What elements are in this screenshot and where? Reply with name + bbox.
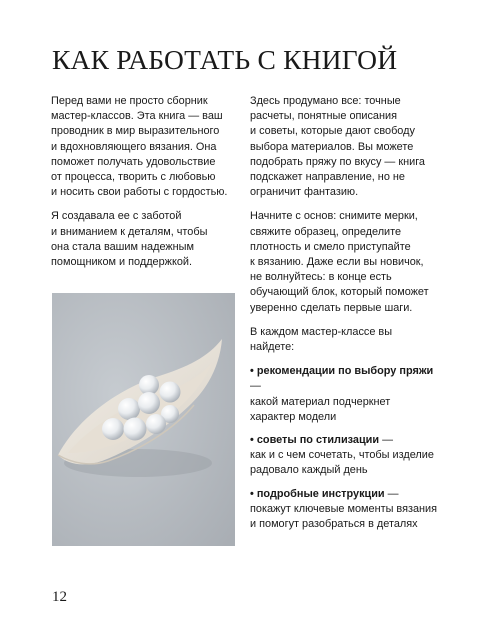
author-paragraph: Я создавала ее с заботой и вниманием к деталям, чтобы она стала вашим надежным помощником и поддержкой.	[51, 210, 208, 269]
basics-paragraph: Начните с основ: снимите мерки, свяжите образец, определите плотность и смело приступайте к вязанию. Даже если вы новичок, не волнуйтесь: в конце есть обучающий блок, который поможет уверенно сделать первые шаги.	[250, 210, 429, 314]
list-item	[250, 487, 442, 533]
bullets-intro-paragraph: В каждом мастер-классе вы найдете:	[250, 325, 393, 354]
bullet-text: — какой материал подчеркнет характер модели	[250, 380, 391, 423]
page-title: КАК РАБОТАТЬ С КНИГОЙ	[52, 44, 398, 75]
bullet-icon: •	[250, 487, 254, 500]
bullet-text: — покажут ключевые моменты вязания и помогут разобраться в деталях	[250, 487, 438, 531]
features-paragraph: Здесь продумано все: точные расчеты, понятные описания и советы, которые дают свободу выбора материалов. Вы можете подобрать пряжу по вкусу — книга подскажет направление, но не ограничит фантазию.	[250, 95, 425, 199]
feature-list	[250, 364, 442, 532]
intro-paragraph: Перед вами не просто сборник мастер-классов. Эта книга — ваш проводник в мир выразительного и вдохновляющего вязания. Она поможет получать удовольствие от процесса, творить с любовью и носить свои работы с гордостью.	[51, 95, 228, 199]
right-column	[250, 94, 442, 540]
list-item	[250, 433, 442, 479]
bullet-icon: •	[250, 365, 254, 378]
left-column	[51, 94, 239, 279]
bullet-term: рекомендации по выбору пряжи	[256, 365, 434, 378]
bullet-icon: •	[250, 434, 254, 447]
pearls-in-shell-photo	[52, 293, 235, 546]
page-number: 12	[52, 589, 67, 605]
bullet-term: подробные инструкции	[256, 487, 385, 500]
list-item	[250, 364, 442, 425]
bullet-term: советы по стилизации	[256, 434, 380, 447]
bullet-text: — как и с чем сочетать, чтобы изделие радовало каждый день	[250, 434, 434, 477]
